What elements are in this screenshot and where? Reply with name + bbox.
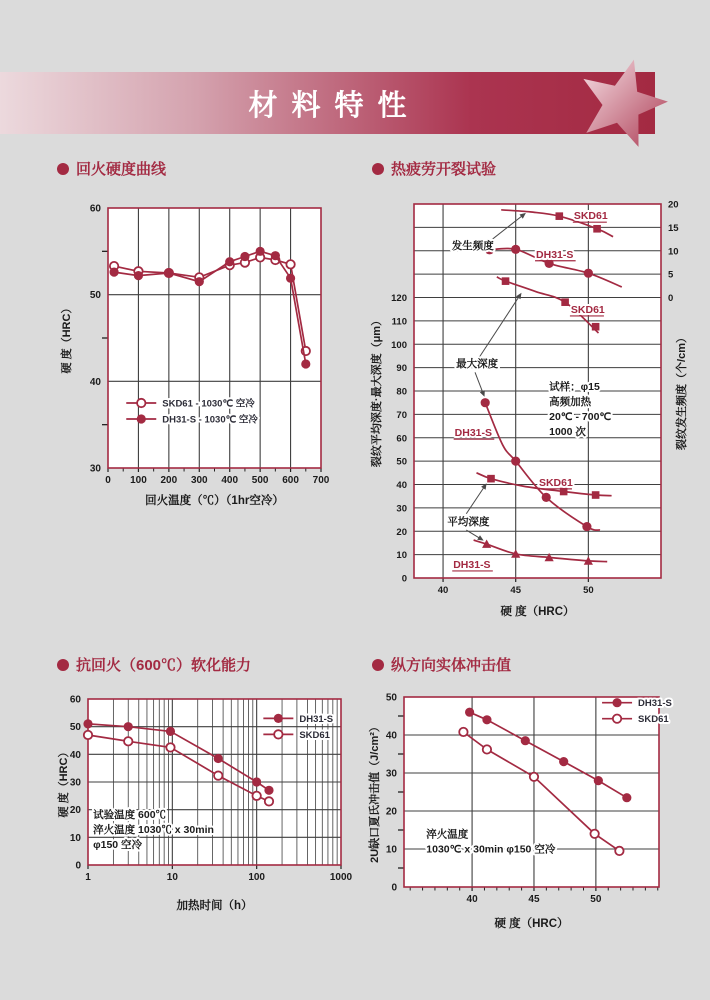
svg-text:200: 200 — [160, 475, 178, 486]
svg-text:10: 10 — [668, 246, 679, 258]
svg-text:40: 40 — [69, 749, 81, 761]
svg-text:60: 60 — [69, 694, 81, 706]
svg-text:40: 40 — [437, 585, 449, 596]
svg-text:50: 50 — [69, 722, 81, 734]
svg-text:30: 30 — [396, 503, 407, 515]
svg-text:0: 0 — [401, 573, 407, 585]
star-shape — [583, 60, 668, 147]
svg-text:70: 70 — [396, 409, 407, 421]
svg-text:45: 45 — [528, 894, 540, 905]
svg-text:硬 度（HRC）: 硬 度（HRC） — [500, 606, 575, 618]
svg-text:1000: 1000 — [329, 872, 353, 883]
svg-text:600: 600 — [282, 475, 299, 486]
plot-area — [108, 208, 321, 468]
svg-text:20: 20 — [396, 526, 407, 538]
svg-text:淬火温度 1030℃ x 30min: 淬火温度 1030℃ x 30min — [93, 823, 214, 836]
svg-text:SKD61: SKD61 — [573, 210, 608, 223]
svg-text:DH31-S: DH31-S — [299, 713, 334, 725]
bullet-icon — [57, 163, 69, 175]
svg-text:0: 0 — [391, 882, 397, 894]
section-title-label: 热疲劳开裂试验 — [391, 161, 497, 178]
svg-text:2U缺口夏氏冲击值（J/cm²）: 2U缺口夏氏冲击值（J/cm²） — [369, 721, 381, 863]
svg-text:DH31-S: DH31-S — [536, 248, 574, 261]
svg-text:SKD61: SKD61 — [638, 714, 669, 726]
svg-text:DH31-S: DH31-S — [638, 698, 672, 710]
svg-text:SKD61: SKD61 — [570, 303, 605, 316]
svg-text:10: 10 — [69, 832, 81, 844]
svg-text:1030℃ x 30min φ150 空冷: 1030℃ x 30min φ150 空冷 — [426, 843, 556, 856]
svg-text:高频加热: 高频加热 — [549, 395, 592, 408]
svg-text:100: 100 — [130, 475, 147, 486]
svg-text:裂纹平均深度·最大深度（μm）: 裂纹平均深度·最大深度（μm） — [371, 314, 383, 468]
svg-text:1000 次: 1000 次 — [549, 425, 586, 438]
svg-text:50: 50 — [385, 692, 397, 704]
svg-text:硬 度（HRC）: 硬 度（HRC） — [494, 918, 569, 930]
svg-text:15: 15 — [668, 222, 679, 234]
svg-text:30: 30 — [89, 463, 101, 475]
svg-text:40: 40 — [466, 894, 478, 905]
section-title-impact — [372, 654, 511, 675]
svg-text:SKD61 - 1030℃ 空冷: SKD61 - 1030℃ 空冷 — [162, 398, 255, 410]
svg-text:10: 10 — [396, 550, 407, 562]
header-banner — [0, 72, 655, 134]
svg-text:300: 300 — [190, 475, 208, 486]
plot-area — [404, 697, 659, 887]
svg-text:50: 50 — [89, 290, 101, 302]
svg-text:100: 100 — [391, 339, 407, 351]
bullet-icon — [57, 659, 69, 671]
chart-impact-value — [365, 685, 710, 952]
svg-text:0: 0 — [105, 475, 111, 486]
chart-impact-svg — [365, 685, 710, 947]
svg-text:发生频度: 发生频度 — [451, 239, 494, 252]
chart-thermal-svg — [368, 195, 710, 643]
section-title-thermal — [372, 158, 496, 179]
svg-text:φ150 空冷: φ150 空冷 — [93, 838, 143, 851]
section-title-label: 回火硬度曲线 — [76, 161, 167, 178]
section-title-label: 抗回火（600℃）软化能力 — [76, 657, 252, 674]
svg-text:20: 20 — [69, 805, 81, 817]
svg-text:40: 40 — [396, 480, 407, 491]
svg-text:SKD61: SKD61 — [299, 729, 330, 741]
svg-text:50: 50 — [583, 585, 594, 596]
svg-text:淬火温度: 淬火温度 — [426, 828, 469, 841]
chart-tempering-hardness — [55, 195, 347, 522]
bullet-icon — [372, 163, 384, 175]
svg-text:10: 10 — [166, 872, 178, 883]
chart-tempering-svg — [55, 195, 347, 517]
svg-text:0: 0 — [668, 293, 674, 304]
bullet-icon — [372, 659, 384, 671]
svg-text:试样：φ15: 试样：φ15 — [549, 380, 600, 393]
svg-text:DH31-S - 1030℃ 空冷: DH31-S - 1030℃ 空冷 — [162, 414, 258, 426]
svg-text:最大深度: 最大深度 — [456, 357, 499, 370]
svg-text:20℃ - 700℃: 20℃ - 700℃ — [549, 410, 612, 423]
section-title-softening — [57, 654, 251, 675]
svg-text:试验温度 600℃: 试验温度 600℃ — [93, 808, 167, 821]
svg-text:110: 110 — [391, 316, 407, 328]
svg-text:回火温度（℃）（1hr空冷）: 回火温度（℃）（1hr空冷） — [145, 495, 284, 507]
svg-text:50: 50 — [590, 894, 602, 905]
svg-text:平均深度: 平均深度 — [447, 515, 490, 528]
star-icon — [570, 52, 680, 157]
svg-text:DH31-S: DH31-S — [453, 558, 491, 571]
svg-text:30: 30 — [69, 777, 81, 789]
svg-text:60: 60 — [89, 203, 101, 215]
chart-thermal-fatigue — [368, 195, 710, 648]
svg-text:80: 80 — [396, 386, 407, 398]
section-title-tempering — [57, 158, 166, 179]
svg-text:40: 40 — [89, 376, 101, 388]
svg-text:400: 400 — [221, 475, 239, 486]
svg-text:90: 90 — [396, 363, 407, 375]
svg-text:40: 40 — [385, 730, 397, 742]
svg-text:5: 5 — [668, 269, 674, 281]
chart-softening-resistance — [55, 685, 367, 938]
svg-text:硬 度（HRC）: 硬 度（HRC） — [58, 746, 70, 818]
svg-text:加热时间（h）: 加热时间（h） — [176, 900, 253, 912]
svg-text:100: 100 — [248, 872, 266, 883]
svg-text:硬 度（HRC）: 硬 度（HRC） — [61, 302, 73, 374]
chart-softening-svg — [55, 685, 367, 933]
svg-text:50: 50 — [396, 456, 407, 468]
svg-text:20: 20 — [668, 199, 679, 211]
svg-text:10: 10 — [385, 844, 397, 856]
svg-text:DH31-S: DH31-S — [454, 427, 493, 440]
svg-text:45: 45 — [510, 585, 521, 596]
svg-text:1: 1 — [85, 872, 91, 883]
svg-text:0: 0 — [75, 860, 81, 872]
svg-text:30: 30 — [385, 768, 397, 780]
section-title-label: 纵方向实体冲击值 — [391, 657, 512, 674]
svg-text:120: 120 — [391, 293, 407, 304]
svg-text:20: 20 — [385, 806, 397, 818]
svg-text:SKD61: SKD61 — [538, 476, 573, 489]
page-title: 材料特性 — [248, 89, 421, 122]
svg-text:700: 700 — [312, 475, 330, 486]
svg-text:裂纹发生频度（个/cm）: 裂纹发生频度（个/cm） — [676, 332, 688, 450]
svg-text:60: 60 — [396, 433, 407, 445]
svg-text:500: 500 — [251, 475, 269, 486]
